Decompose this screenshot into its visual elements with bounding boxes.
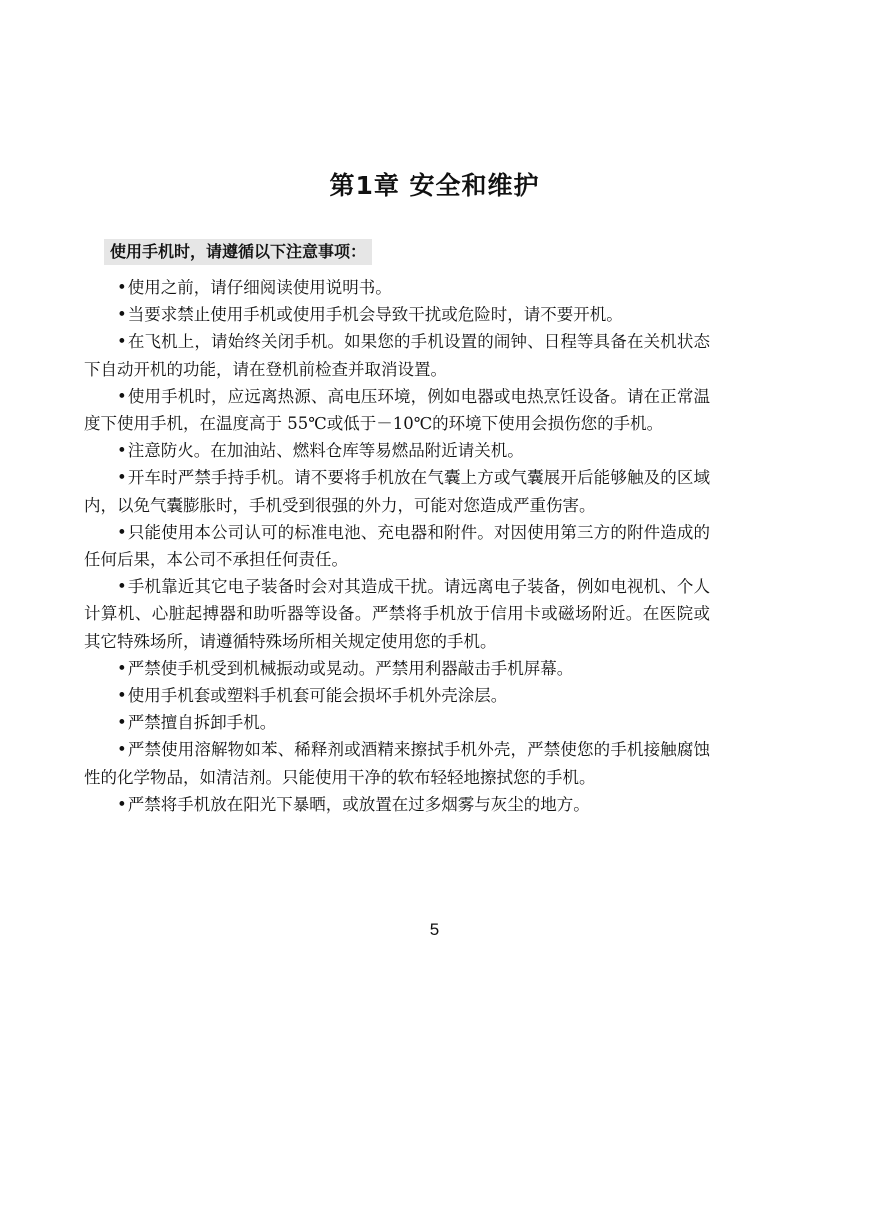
list-item-text: 手机靠近其它电子装备时会对其造成干扰。请远离电子装备，例如电视机、个人计算机、心脏起搏器和助听器等设备。严禁将手机放于信用卡或磁场附近。在医院或其它特殊场所，请遵循特殊场所相关规定使用您的手机。: [84, 577, 710, 651]
bullet-icon: •: [117, 658, 127, 678]
list-item: [84, 383, 710, 437]
bullet-icon: •: [117, 332, 127, 352]
bullet-icon: •: [117, 522, 127, 542]
list-item: [84, 301, 710, 328]
list-item-text: 严禁使手机受到机械振动或晃动。严禁用利器敲击手机屏幕。: [127, 658, 574, 678]
bullet-icon: •: [117, 441, 127, 461]
list-item-text: 严禁使用溶解物如苯、稀释剂或酒精来擦拭手机外壳，严禁使您的手机接触腐蚀性的化学物品，如清洁剂。只能使用干净的软布轻轻地擦拭您的手机。: [84, 740, 710, 787]
list-item: [84, 274, 710, 301]
list-item: [84, 709, 710, 736]
list-item-text: 使用手机时，应远离热源、高电压环境，例如电器或电热烹饪设备。请在正常温度下使用手机，在温度高于 55℃或低于－10℃的环境下使用会损伤您的手机。: [84, 386, 710, 434]
list-item: [84, 791, 710, 818]
list-item-text: 当要求禁止使用手机或使用手机会导致干扰或危险时，请不要开机。: [127, 305, 623, 325]
safety-notes-list: [84, 274, 710, 818]
list-item: [84, 519, 710, 573]
chapter-title: 第1章 安全和维护: [329, 171, 540, 200]
bullet-icon: •: [117, 713, 127, 733]
bullet-icon: •: [117, 794, 127, 814]
bullet-icon: •: [117, 305, 127, 325]
list-item-text: 使用之前，请仔细阅读使用说明书。: [127, 278, 392, 297]
list-item: [84, 736, 710, 790]
list-item: [84, 437, 710, 464]
list-item-text: 严禁将手机放在阳光下暴晒，或放置在过多烟雾与灰尘的地方。: [127, 794, 590, 814]
bullet-icon: •: [117, 577, 127, 597]
list-item: [84, 682, 710, 709]
list-item-text: 开车时严禁手持手机。请不要将手机放在气囊上方或气囊展开后能够触及的区域内，以免气囊膨胀时，手机受到很强的外力，可能对您造成严重伤害。: [84, 468, 710, 515]
list-item: [84, 655, 710, 682]
bullet-icon: •: [117, 278, 127, 297]
list-item-text: 使用手机套或塑料手机套可能会损坏手机外壳涂层。: [127, 686, 508, 706]
bullet-icon: •: [117, 468, 127, 488]
list-item: [84, 464, 710, 518]
list-item-text: 只能使用本公司认可的标准电池、充电器和附件。对因使用第三方的附件造成的任何后果，本公司不承担任何责任。: [84, 522, 710, 570]
list-item-text: 严禁擅自拆卸手机。: [127, 713, 277, 733]
bullet-icon: •: [117, 686, 127, 706]
section-heading: 使用手机时，请遵循以下注意事项：: [104, 239, 372, 265]
bullet-icon: •: [117, 386, 127, 406]
list-item-text: 在飞机上，请始终关闭手机。如果您的手机设置的闹钟、日程等具备在关机状态下自动开机的功能，请在登机前检查并取消设置。: [84, 332, 710, 379]
list-item-text: 注意防火。在加油站、燃料仓库等易燃品附近请关机。: [127, 441, 524, 461]
bullet-icon: •: [117, 740, 127, 760]
list-item: [84, 573, 710, 655]
list-item: [84, 328, 710, 382]
page-number: 5: [429, 920, 440, 939]
